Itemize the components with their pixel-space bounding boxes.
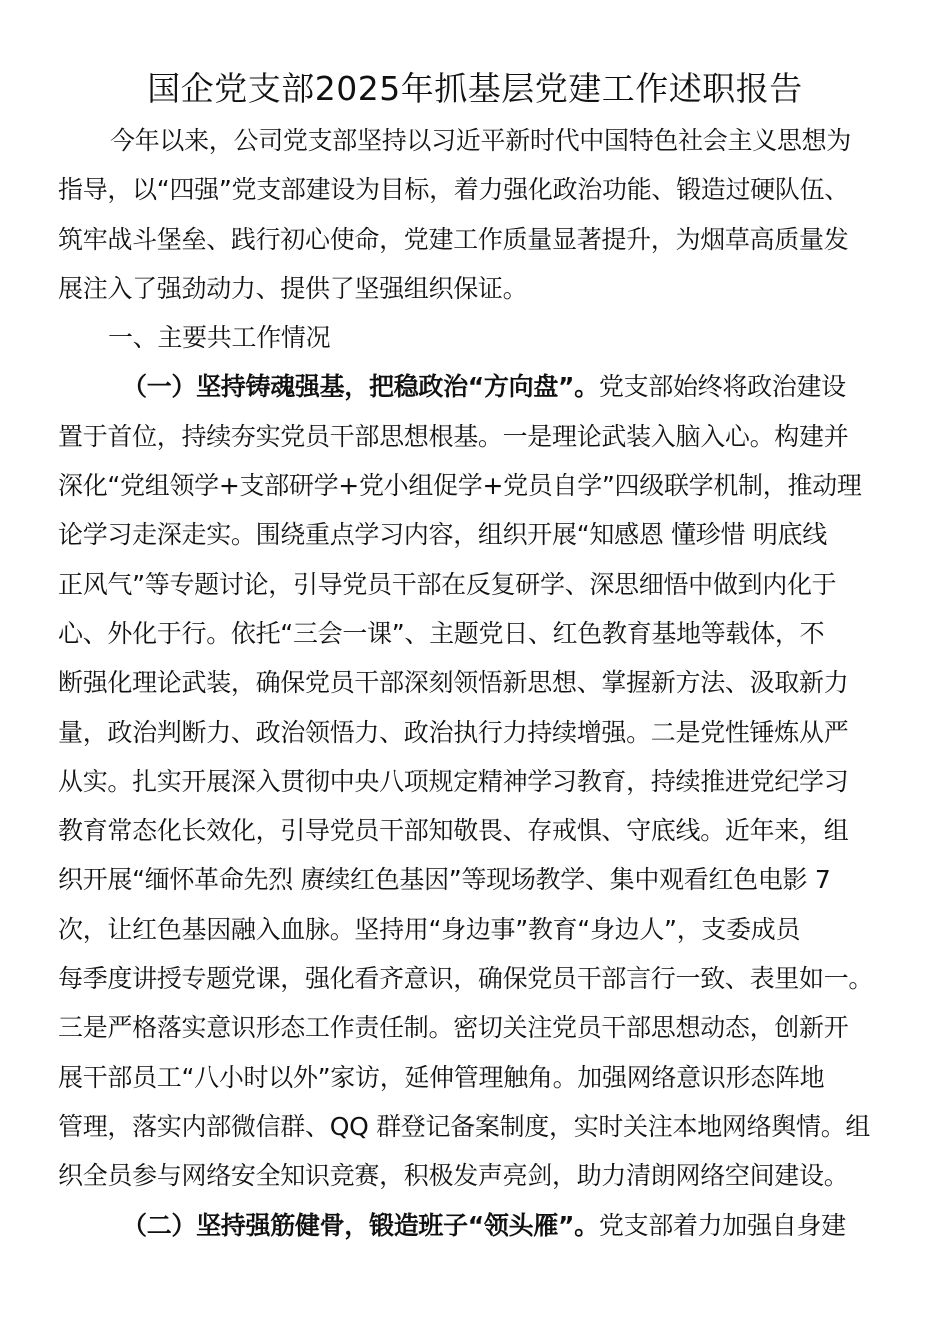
paragraph-line: 三是严格落实意识形态工作责任制。密切关注党员干部思想动态，创新开 — [58, 1013, 849, 1043]
paragraph-line: 深化“党组领学+支部研学+党小组促学+党员自学”四级联学机制，推动理 — [58, 471, 862, 501]
section-heading: 一、主要共工作情况 — [108, 323, 331, 353]
document-title: 国企党支部2025年抓基层党建工作述职报告 — [147, 69, 803, 108]
paragraph-line: 每季度讲授专题党课，强化看齐意识，确保党员干部言行一致、表里如一。 — [58, 964, 874, 994]
document-body — [58, 116, 890, 1250]
subsection-1-title: （一）坚持铸魂强基，把稳政治“方向盘”。 — [122, 372, 599, 402]
intro-line: 今年以来，公司党支部坚持以习近平新时代中国特色社会主义思想为 — [110, 126, 852, 155]
paragraph-line: 量，政治判断力、政治领悟力、政治执行力持续增强。二是党性锤炼从严 — [58, 717, 849, 747]
intro-line: 筑牢战斗堡垒、践行初心使命，党建工作质量显著提升，为烟草高质量发 — [58, 224, 849, 254]
subsection-2-text: 党支部着力加强自身建 — [598, 1210, 846, 1240]
paragraph-line: 管理，落实内部微信群、QQ 群登记备案制度，实时关注本地网络舆情。组 — [58, 1111, 871, 1141]
paragraph-line: 织开展“缅怀革命先烈 赓续红色基因”等现场教学、集中观看红色电影 7 — [58, 865, 831, 895]
intro-line: 展注入了强劲动力、提供了坚强组织保证。 — [58, 273, 528, 303]
subsection-2-title: （二）坚持强筋健骨，锻造班子“领头雁”。 — [122, 1210, 599, 1240]
paragraph-line: 心、外化于行。依托“三会一课”、主题党日、红色教育基地等载体，不 — [58, 618, 825, 648]
intro-line: 指导，以“四强”党支部建设为目标，着力强化政治功能、锻造过硬队伍、 — [58, 175, 850, 205]
paragraph-line: 织全员参与网络安全知识竞赛，积极发声亮剑，助力清朗网络空间建设。 — [58, 1161, 849, 1191]
paragraph-line: 论学习走深走实。围绕重点学习内容，组织开展“知感恩 懂珍惜 明底线 — [58, 520, 827, 550]
subsection-1-text: 党支部始终将政治建设 — [598, 372, 846, 402]
paragraph-line: 从实。扎实开展深入贯彻中央八项规定精神学习教育，持续推进党纪学习 — [58, 766, 849, 796]
paragraph-line: 正风气”等专题讨论，引导党员干部在反复研学、深思细悟中做到内化于 — [58, 569, 837, 599]
paragraph-line: 教育常态化长效化，引导党员干部知敬畏、存戒惧、守底线。近年来，组 — [58, 816, 849, 846]
paragraph-line: 置于首位，持续夯实党员干部思想根基。一是理论武装入脑入心。构建并 — [58, 421, 849, 451]
subsection-1-first-line — [58, 362, 890, 411]
paragraph-line: 展干部员工“八小时以外”家访，延伸管理触角。加强网络意识形态阵地 — [58, 1062, 825, 1092]
paragraph-line: 次，让红色基因融入血脉。坚持用“身边事”教育“身边人”，支委成员 — [58, 914, 801, 944]
subsection-2-first-line — [58, 1201, 890, 1250]
paragraph-line: 断强化理论武装，确保党员干部深刻领悟新思想、掌握新方法、汲取新力 — [58, 668, 849, 698]
